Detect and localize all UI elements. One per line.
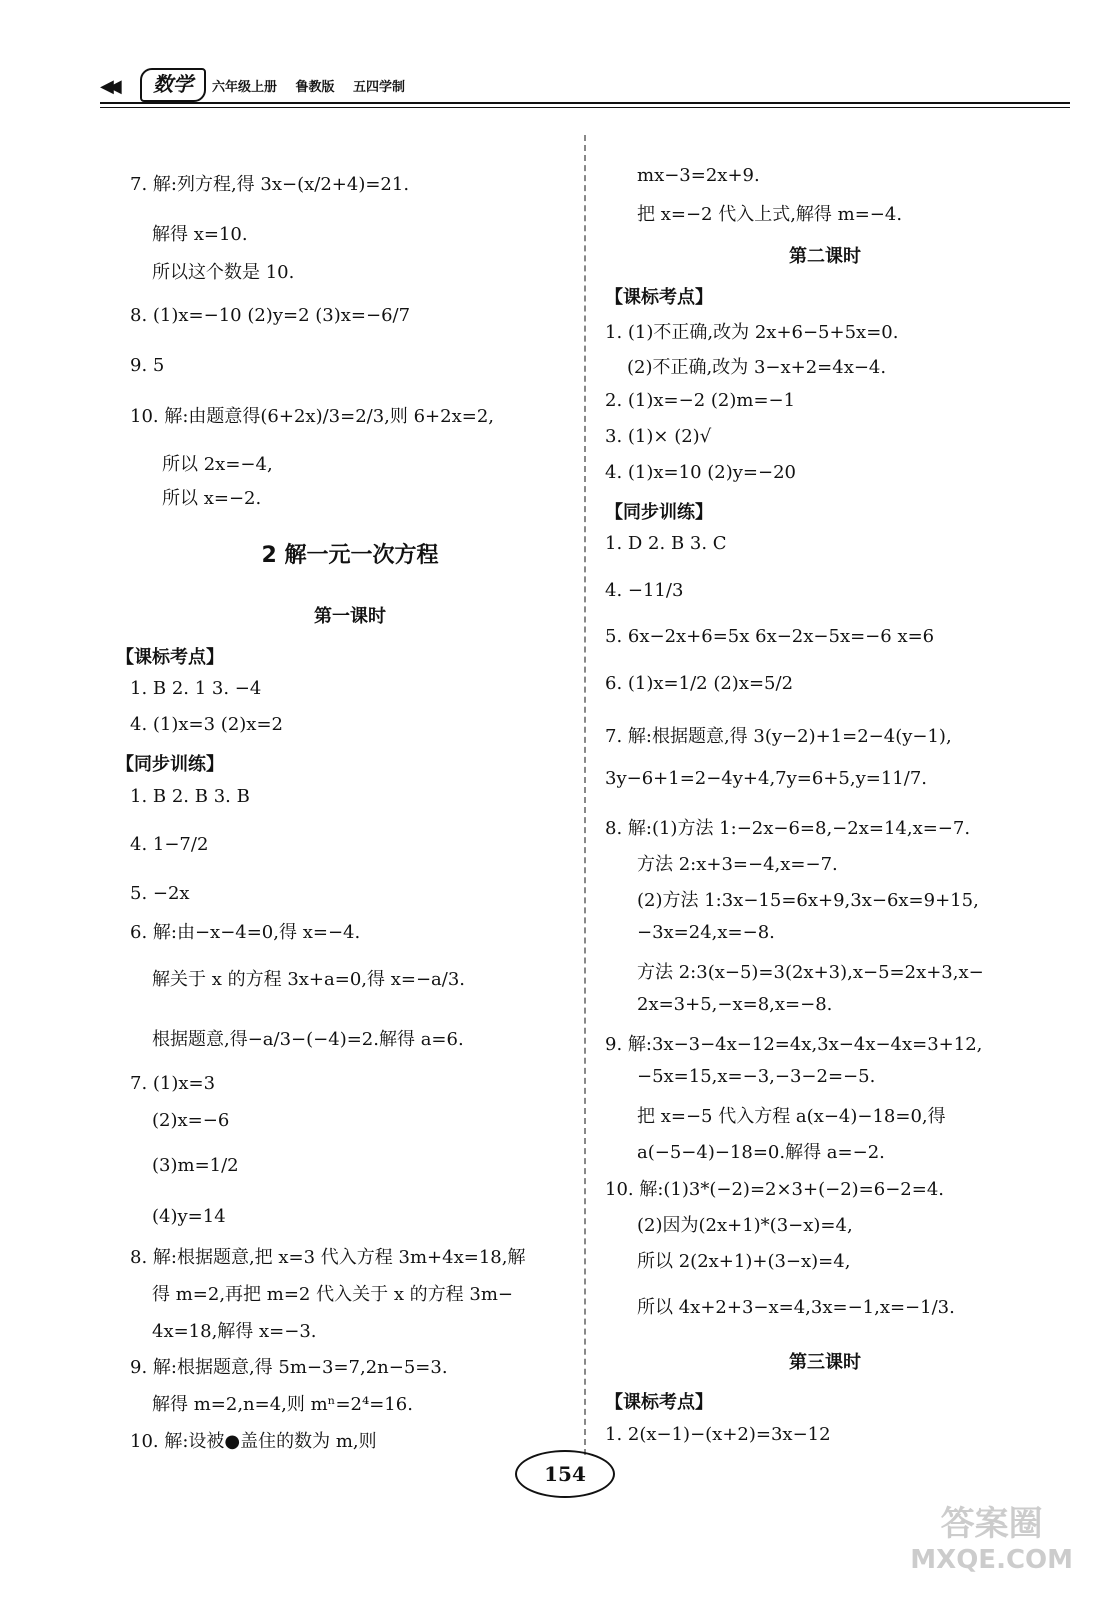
answer-line: 6. (1)x=1/2 (2)x=5/2 [605,673,794,694]
answer-line: 解得 m=2,n=4,则 mⁿ=2⁴=16. [152,1394,413,1415]
answer-line: 所以 2x=−4, [162,454,273,475]
answer-line: (2)不正确,改为 3−x+2=4x−4. [627,357,887,378]
watermark [910,1496,1073,1575]
header-rule-thin [100,107,1070,108]
answer-line: 解得 x=10. [152,224,248,245]
answer-line: 2. (1)x=−2 (2)m=−1 [605,390,796,411]
answer-line: 5. 6x−2x+6=5x 6x−2x−5x=−6 x=6 [605,626,935,647]
answer-line: 根据题意,得−a/3−(−4)=2.解得 a=6. [152,1029,464,1050]
answer-line: −3x=24,x=−8. [637,922,775,943]
book-info: 六年级上册 鲁教版 五四学制 [212,80,406,95]
watermark-title: 答案圈 [940,1504,1043,1544]
answer-line: 9. 解:根据题意,得 5m−3=7,2n−5=3. [130,1357,448,1378]
answer-line: −5x=15,x=−3,−3−2=−5. [637,1066,876,1087]
answer-line: (4)y=14 [152,1206,226,1227]
answer-line: 3y−6+1=2−4y+4,7y=6+5,y=11/7. [605,768,927,789]
answer-line: (2)x=−6 [152,1110,230,1131]
answer-line: 2x=3+5,−x=8,x=−8. [637,994,833,1015]
answer-line: 7. (1)x=3 [130,1073,216,1094]
answer-line: 3. (1)× (2)√ [605,426,712,447]
answer-line: 方法 2:3(x−5)=3(2x+3),x−5=2x+3,x− [637,962,984,983]
section-title: 2 解一元一次方程 [261,543,439,568]
answer-line: 1. B 2. 1 3. −4 [130,678,262,699]
answer-line: 把 x=−5 代入方程 a(x−4)−18=0,得 [637,1106,946,1127]
answer-line: 得 m=2,再把 m=2 代入关于 x 的方程 3m− [152,1284,514,1305]
section-label: 【同步训练】 [116,754,224,775]
answer-line: 所以这个数是 10. [152,262,295,283]
lesson-title: 第二课时 [789,246,861,267]
answer-line: 10. 解:设被●盖住的数为 m,则 [130,1431,377,1452]
answer-line: mx−3=2x+9. [637,165,760,186]
answer-line: 所以 4x+2+3−x=4,3x=−1,x=−1/3. [637,1297,955,1318]
answer-line: (2)方法 1:3x−15=6x+9,3x−6x=9+15, [637,890,979,911]
answer-line: 6. 解:由−x−4=0,得 x=−4. [130,922,361,943]
answer-line: 8. 解:根据题意,把 x=3 代入方程 3m+4x=18,解 [130,1247,526,1268]
answer-line: (2)因为(2x+1)*(3−x)=4, [637,1215,853,1236]
answer-line: 所以 x=−2. [162,488,262,509]
answer-line: 7. 解:根据题意,得 3(y−2)+1=2−4(y−1), [605,726,952,747]
column-divider [584,135,586,1455]
answer-line: (3)m=1/2 [152,1155,239,1176]
page-number: 154 [515,1450,615,1498]
header-rule [100,102,1070,104]
answer-line: 8. 解:(1)方法 1:−2x−6=8,−2x=14,x=−7. [605,818,971,839]
answer-line: 方法 2:x+3=−4,x=−7. [637,854,838,875]
answer-line: 把 x=−2 代入上式,解得 m=−4. [637,204,903,225]
answer-line: a(−5−4)−18=0.解得 a=−2. [637,1142,885,1163]
lesson-title: 第一课时 [314,606,386,627]
answer-line: 1. (1)不正确,改为 2x+6−5+5x=0. [605,322,899,343]
lesson-title: 第三课时 [789,1352,861,1373]
answer-line: 10. 解:由题意得(6+2x)/3=2/3,则 6+2x=2, [130,406,494,427]
answer-line: 4x=18,解得 x=−3. [152,1321,317,1342]
page-header [100,66,1070,106]
subject-badge: 数学 [140,68,206,102]
section-label: 【课标考点】 [116,647,224,668]
answer-line: 4. 1−7/2 [130,834,209,855]
answer-line: 1. D 2. B 3. C [605,533,727,554]
answer-line: 8. (1)x=−10 (2)y=2 (3)x=−6/7 [130,305,411,326]
answer-line: 解关于 x 的方程 3x+a=0,得 x=−a/3. [152,969,465,990]
double-arrow-icon: ◀◀ [100,76,116,97]
section-label: 【同步训练】 [605,502,713,523]
answer-line: 1. 2(x−1)−(x+2)=3x−12 [605,1424,831,1445]
answer-line: 4. (1)x=3 (2)x=2 [130,714,283,735]
watermark-site: MXQE.COM [910,1545,1073,1575]
section-label: 【课标考点】 [605,287,713,308]
answer-line: 4. (1)x=10 (2)y=−20 [605,462,796,483]
answer-line: 5. −2x [130,883,190,904]
answer-line: 7. 解:列方程,得 3x−(x/2+4)=21. [130,174,410,195]
answer-line: 所以 2(2x+1)+(3−x)=4, [637,1251,851,1272]
answer-line: 10. 解:(1)3*(−2)=2×3+(−2)=6−2=4. [605,1179,944,1200]
answer-line: 1. B 2. B 3. B [130,786,250,807]
section-label: 【课标考点】 [605,1392,713,1413]
answer-line: 9. 5 [130,355,165,376]
answer-line: 9. 解:3x−3−4x−12=4x,3x−4x−4x=3+12, [605,1034,983,1055]
answer-line: 4. −11/3 [605,580,684,601]
